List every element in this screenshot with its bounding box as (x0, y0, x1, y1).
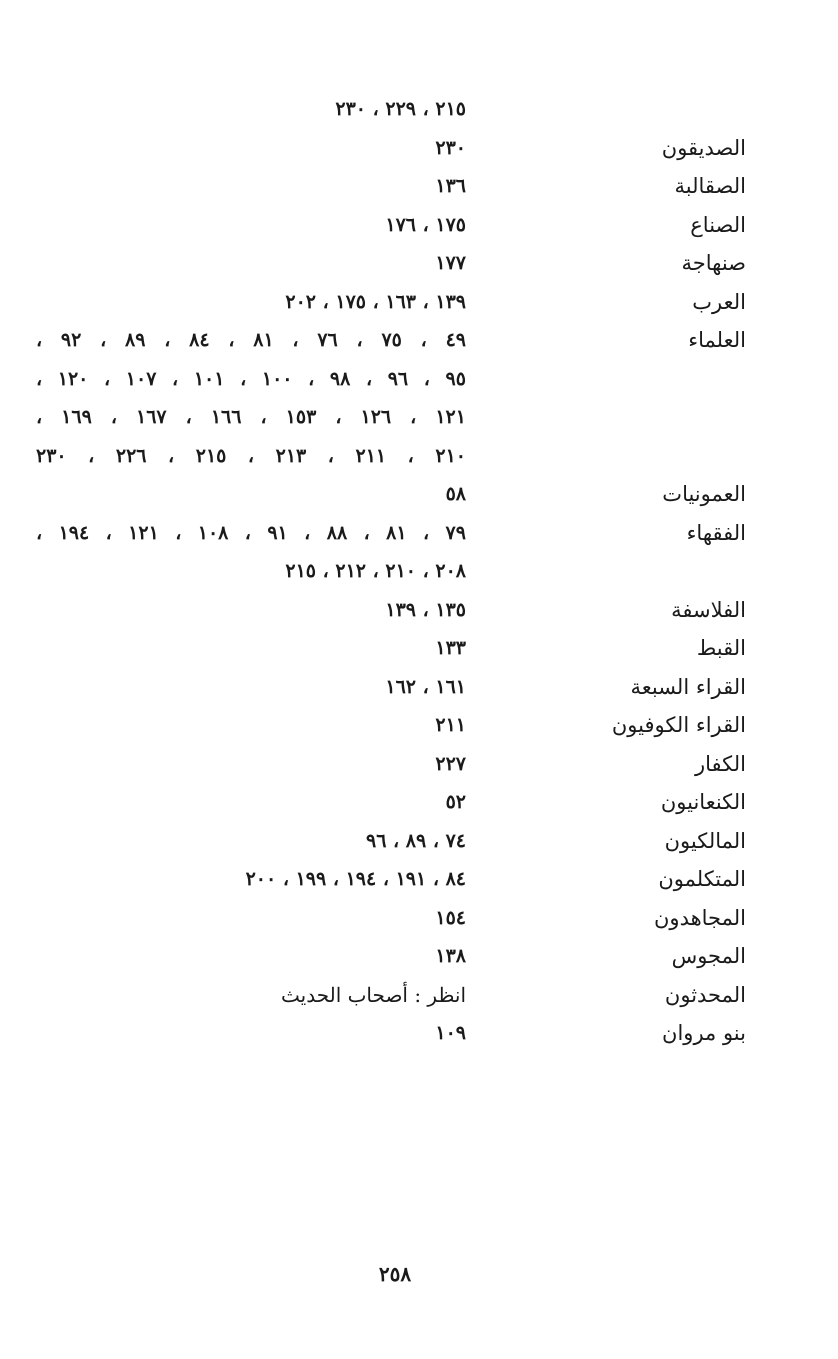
index-term: العمونيات (662, 482, 746, 506)
page-references (36, 943, 466, 982)
page-references (36, 481, 466, 520)
reference-line: ١٦١ ، ١٦٢ (385, 675, 466, 698)
page-references (36, 250, 466, 289)
reference-line: ١٧٧ (435, 252, 466, 274)
page-references (36, 866, 466, 905)
index-term: القراء السبعة (630, 674, 746, 699)
index-term: المجاهدون (654, 905, 746, 930)
index-term: العرب (692, 289, 746, 314)
page-references (36, 751, 466, 790)
page-references (36, 789, 466, 828)
index-term: القراء الكوفيون (611, 713, 746, 737)
reference-line: ٢١١ (435, 714, 466, 736)
page-number: ٢٥٨ (378, 1262, 412, 1286)
reference-line: ٤٩ ، ٧٥ ، ٧٦ ، ٨١ ، ٨٤ ، ٨٩ ، ٩٢ ، (36, 329, 466, 351)
index-term: الصديقون (661, 135, 746, 160)
index-term: الفقهاء (686, 520, 746, 545)
page-references (36, 135, 466, 174)
page-references (36, 597, 466, 636)
index-term: المالكيون (664, 828, 746, 853)
reference-line: ٢٠٨ ، ٢١٠ ، ٢١٢ ، ٢١٥ (285, 560, 466, 582)
reference-line: ١٣٨ (435, 945, 466, 967)
index-term: الصناع (690, 212, 746, 237)
page-references (36, 674, 466, 713)
reference-line: ٧٩ ، ٨١ ، ٨٨ ، ٩١ ، ١٠٨ ، ١٢١ ، ١٩٤ ، (36, 521, 466, 544)
reference-line: ١٣٥ ، ١٣٩ (385, 598, 466, 621)
index-term: الكفار (695, 751, 746, 776)
reference-line: ١٥٤ (435, 906, 466, 929)
reference-line: ٢١٥ ، ٢٢٩ ، ٢٣٠ (335, 98, 466, 120)
reference-line: ٩٥ ، ٩٦ ، ٩٨ ، ١٠٠ ، ١٠١ ، ١٠٧ ، ١٢٠ ، (36, 367, 466, 390)
page-references (36, 520, 466, 597)
page-references (36, 212, 466, 251)
page-references (36, 173, 466, 212)
reference-line: ٥٢ (445, 791, 466, 813)
reference-line: ٥٨ (445, 483, 466, 505)
reference-line: ١٢١ ، ١٢٦ ، ١٥٣ ، ١٦٦ ، ١٦٧ ، ١٦٩ ، (36, 406, 466, 428)
page-references (36, 828, 466, 867)
page-references (36, 712, 466, 751)
index-term: المجوس (671, 944, 746, 968)
reference-line: انظر : أصحاب الحديث (280, 982, 466, 1007)
page-references (36, 905, 466, 944)
index-term: الكنعانيون (660, 790, 746, 814)
page-references (36, 1020, 466, 1059)
reference-line: ٧٤ ، ٨٩ ، ٩٦ (365, 829, 466, 852)
reference-line: ٢٢٧ (435, 752, 466, 775)
index-term: الفلاسفة (671, 597, 746, 622)
index-term: الصقالبة (674, 174, 746, 198)
reference-line: ١٠٩ (435, 1022, 466, 1044)
reference-line: ١٣٣ (435, 637, 466, 659)
page-references (36, 96, 466, 135)
reference-line: ١٧٥ ، ١٧٦ (385, 213, 466, 236)
index-term: صنهاجة (681, 251, 746, 275)
reference-line: ٢١٠ ، ٢١١ ، ٢١٣ ، ٢١٥ ، ٢٢٦ ، ٢٣٠ (36, 444, 466, 467)
reference-line: ١٣٦ (435, 175, 466, 197)
index-term: العلماء (688, 328, 746, 352)
reference-line: ١٣٩ ، ١٦٣ ، ١٧٥ ، ٢٠٢ (285, 290, 466, 313)
reference-line: ٨٤ ، ١٩١ ، ١٩٤ ، ١٩٩ ، ٢٠٠ (245, 868, 466, 890)
reference-line: ٢٣٠ (435, 136, 466, 159)
index-term: القبط (696, 636, 746, 660)
page-references (36, 327, 466, 481)
page-references (36, 289, 466, 328)
index-term: بنو مروان (662, 1021, 746, 1045)
index-term: المحدثون (664, 982, 746, 1007)
page-references (36, 635, 466, 674)
index-term: المتكلمون (658, 867, 746, 891)
page-references (36, 982, 466, 1021)
